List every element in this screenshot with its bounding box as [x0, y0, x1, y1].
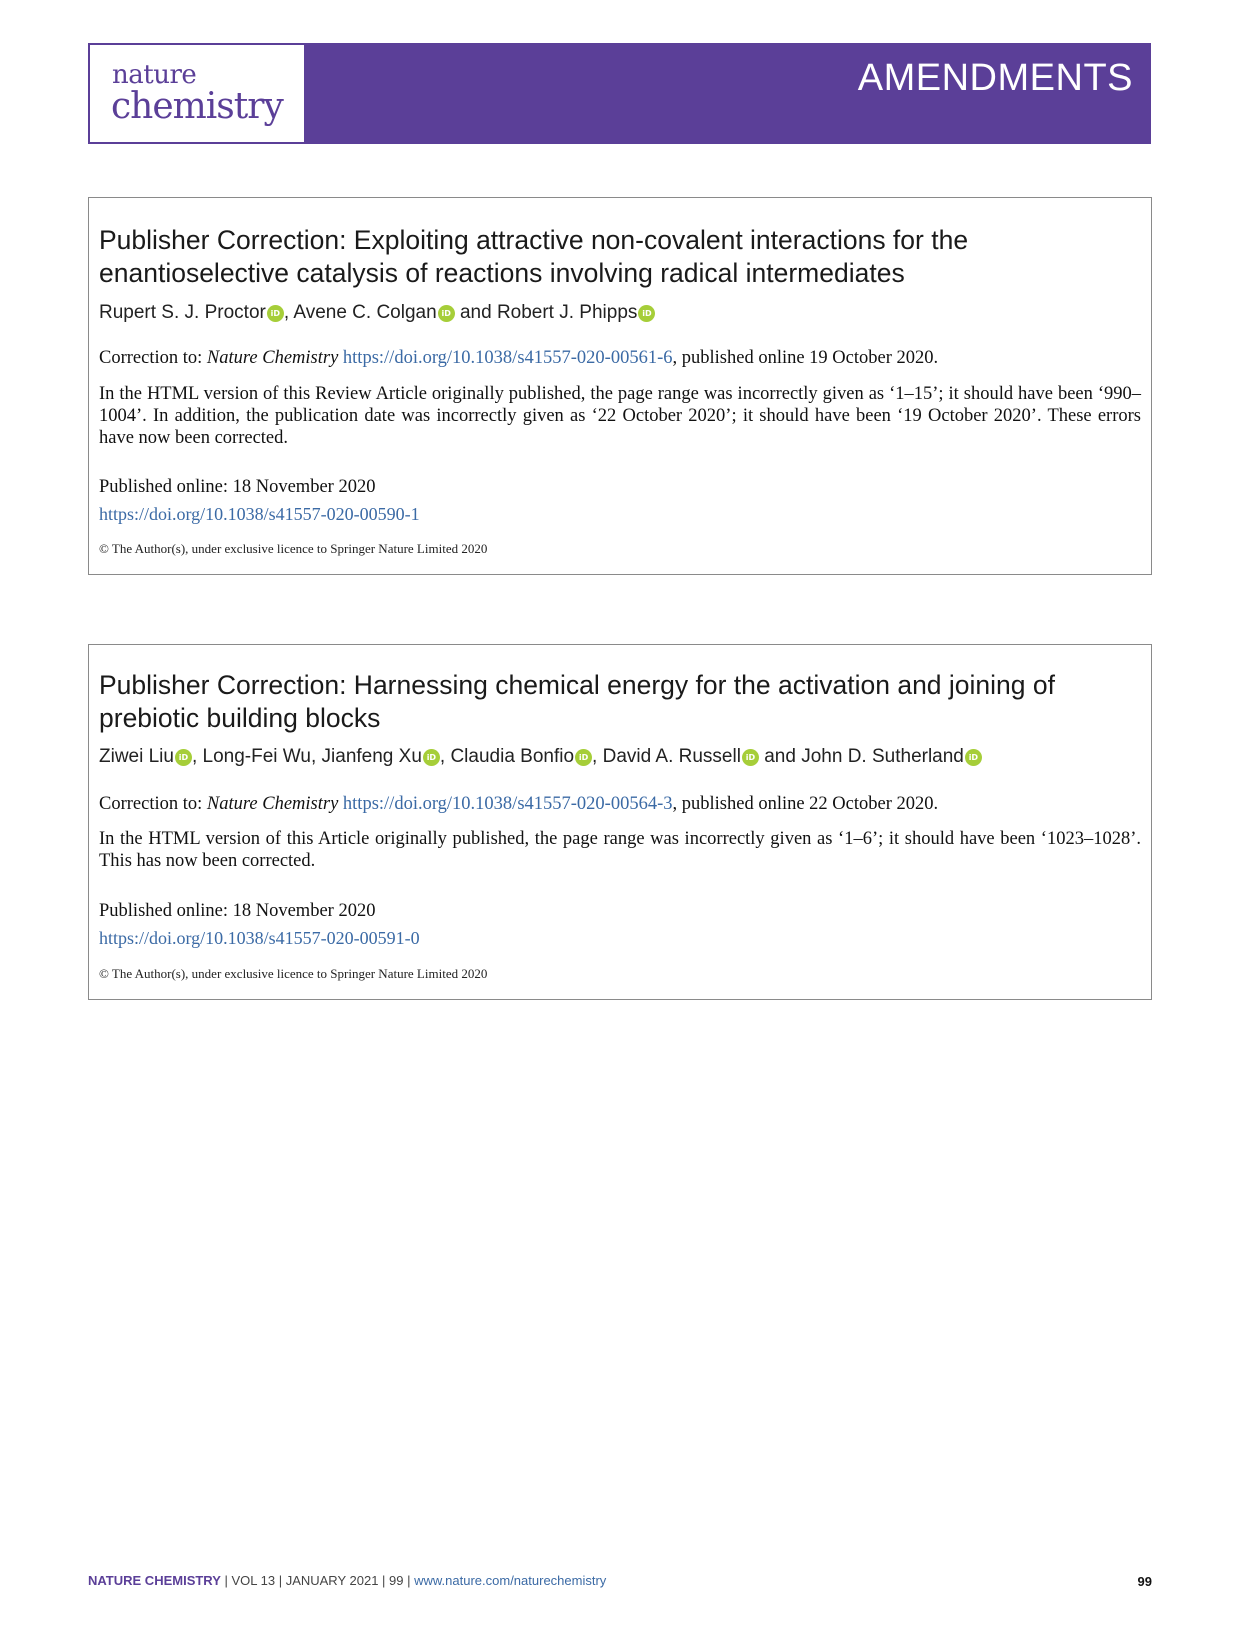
correction-card [88, 197, 1152, 575]
orcid-icon[interactable]: iD [742, 749, 759, 766]
correction-body: In the HTML version of this Review Article originally published, the page range was incorrectly given as ‘1–15’; it should have been ‘990–1004’. In addition, the publication date was incorrectly given as ‘22 October 2020’; it should have been ‘19 October 2020’. These errors have now been corrected. [99, 384, 1141, 448]
orcid-icon[interactable]: iD [438, 305, 455, 322]
author-list [99, 746, 982, 768]
copyright-notice: © The Author(s), under exclusive licence to Springer Nature Limited 2020 [99, 541, 488, 556]
orcid-icon[interactable]: iD [267, 305, 284, 322]
author-name[interactable]: John D. Sutherland [801, 746, 964, 767]
footer-issue-info: | VOL 13 | JANUARY 2021 | 99 | [220, 1573, 415, 1588]
logo-chemistry-text: chemistry [111, 86, 283, 127]
author-name[interactable]: Ziwei Liu [99, 746, 174, 767]
correction-doi-link[interactable]: https://doi.org/10.1038/s41557-020-00591-0 [99, 928, 420, 948]
footer-journal-url[interactable]: www.nature.com/naturechemistry [414, 1573, 607, 1588]
journal-name: Nature Chemistry [206, 794, 339, 814]
correction-title: Publisher Correction: Exploiting attractive non-covalent interactions for the enantioselective catalysis of reactions involving radical intermediates [99, 225, 969, 288]
author-separator: and [454, 302, 497, 323]
correction-to-line [99, 794, 938, 815]
page-footer [88, 1573, 606, 1588]
correction-card [88, 644, 1152, 1000]
correction-body: In the HTML version of this Article originally published, the page range was incorrectly given as ‘1–6’; it should have been ‘1023–1028’. This has now been corrected. [99, 829, 1141, 871]
correction-doi-link[interactable]: https://doi.org/10.1038/s41557-020-00590-1 [99, 504, 420, 524]
orcid-icon[interactable]: iD [423, 749, 440, 766]
journal-logo[interactable] [88, 43, 306, 144]
copyright-notice: © The Author(s), under exclusive licence to Springer Nature Limited 2020 [99, 966, 488, 981]
author-name[interactable]: Jianfeng Xu [321, 746, 422, 767]
journal-name: Nature Chemistry [206, 348, 339, 368]
published-online-date: Published online: 18 November 2020 [99, 901, 376, 921]
author-name[interactable]: Avene C. Colgan [293, 302, 437, 323]
logo-nature-text: nature [112, 60, 197, 90]
author-list [99, 302, 655, 324]
author-name[interactable]: David A. Russell [602, 746, 741, 767]
published-online-date: Published online: 18 November 2020 [99, 477, 376, 497]
author-separator: , [439, 746, 451, 767]
original-publish-date: , published online 19 October 2020. [672, 348, 939, 368]
author-separator: and [758, 746, 802, 767]
author-name[interactable]: Claudia Bonfio [450, 746, 575, 767]
author-separator: , Long-Fei Wu, [191, 746, 322, 767]
orcid-icon[interactable]: iD [575, 749, 592, 766]
journal-header [88, 43, 1151, 144]
author-name[interactable]: Rupert S. J. Proctor [99, 302, 266, 323]
correction-to-label: Correction to: [99, 794, 207, 814]
author-separator: , [283, 302, 294, 323]
correction-to-line [99, 348, 938, 369]
original-article-doi-link[interactable]: https://doi.org/10.1038/s41557-020-00564-3 [342, 794, 673, 814]
footer-journal-name: NATURE CHEMISTRY [88, 1573, 221, 1588]
original-article-doi-link[interactable]: https://doi.org/10.1038/s41557-020-00561-6 [342, 348, 673, 368]
orcid-icon[interactable]: iD [965, 749, 982, 766]
correction-to-label: Correction to: [99, 348, 207, 368]
orcid-icon[interactable]: iD [638, 305, 655, 322]
page-number: 99 [1137, 1574, 1152, 1589]
author-separator: , [592, 746, 603, 767]
original-publish-date: , published online 22 October 2020. [672, 794, 939, 814]
author-name[interactable]: Robert J. Phipps [496, 302, 638, 323]
orcid-icon[interactable]: iD [175, 749, 192, 766]
section-title: AMENDMENTS [857, 57, 1133, 99]
correction-title: Publisher Correction: Harnessing chemical energy for the activation and joining of prebiotic building blocks [99, 670, 1055, 733]
